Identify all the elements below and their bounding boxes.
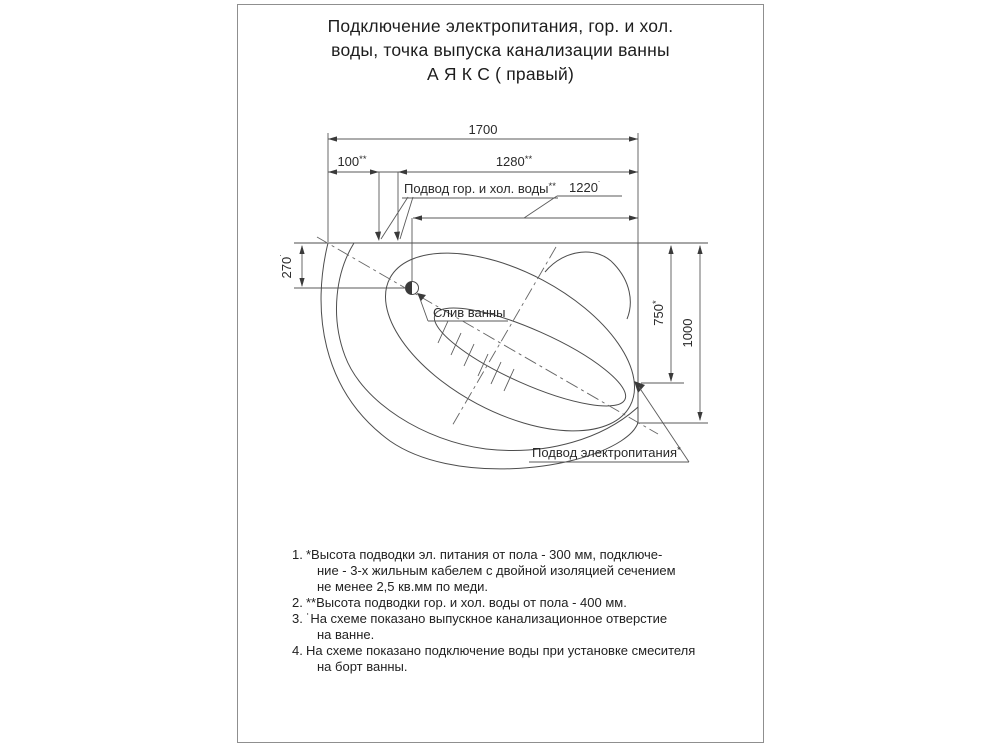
bathtub-outline [294,243,708,469]
label-text: Подвод электропитания* [532,445,681,460]
hatch-marks [438,321,514,391]
basin-outline [357,216,663,467]
note-line: на ванне. [317,627,375,642]
label-text: Подвод гор. и хол. воды** [404,181,556,196]
dimension-value: 100** [337,154,367,169]
note-number: 3. [292,611,303,626]
drawing-title-line: А Я К С ( правый) [426,64,575,84]
note-line: ние - 3-х жильным кабелем с двойной изоляцией сечением [317,563,676,578]
seat-lobe [545,252,630,319]
note-line: не менее 2,5 кв.мм по меди. [317,579,489,594]
note-number: 2. [292,595,303,610]
note-text: ˙На схеме показано выпускное канализационное отверстие [306,611,668,626]
water-supply-label [402,181,558,198]
label-text: Слив ванны [433,305,506,320]
dimension-value: 750* [651,300,666,326]
dimension-750 [651,245,674,382]
note-line: на борт ванны. [317,659,408,674]
drawing-title-line: воды, точка выпуска канализации ванны [331,40,670,60]
drain-symbol [406,282,419,295]
power-supply-label [529,445,689,462]
centerline-minor [452,247,556,426]
dimension-1700 [328,122,638,142]
extension-lines [294,133,708,423]
dimension-value: 270˙ [279,253,294,279]
note-text: На схеме показано подключение воды при установке смесителя [306,643,696,658]
dimension-270 [279,245,305,287]
dimension-100-1280 [328,154,638,175]
note-text: **Высота подводки гор. и хол. воды от пола - 400 мм. [306,595,627,610]
dimension-value: 1000 [680,318,695,348]
center-lines [317,237,658,434]
note-number: 1. [292,547,303,562]
note-number: 4. [292,643,303,658]
note-text: *Высота подводки эл. питания от пола - 300 мм, подключе- [306,547,663,562]
centerline-major [317,237,658,434]
dimension-value: 1280** [495,154,533,169]
drain-label [417,293,508,321]
drawing-title-line: Подключение электропитания, гор. и хол. [327,16,674,36]
dimension-value: 1700 [468,122,498,137]
dimension-value: 1220˙ [569,180,602,195]
dimension-1000 [680,245,703,421]
